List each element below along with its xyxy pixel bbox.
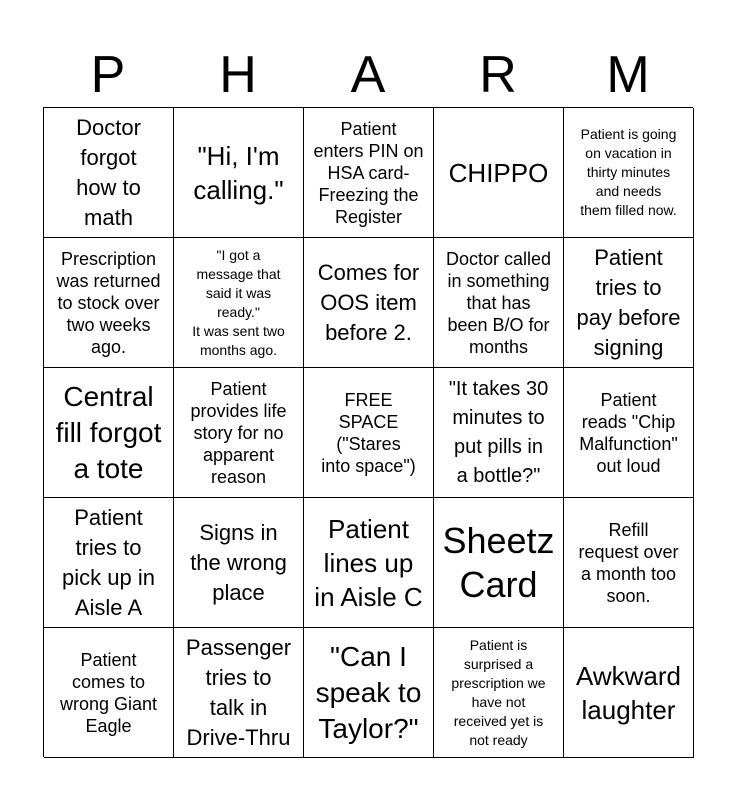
cell-text: "Can I speak to Taylor?" [315,640,422,744]
bingo-cell[interactable] [304,628,434,758]
bingo-cell[interactable] [564,368,694,498]
bingo-cell[interactable] [44,238,174,368]
cell-text: Doctor forgot how to math [76,114,141,230]
bingo-cell[interactable] [44,498,174,628]
bingo-cell[interactable] [434,238,564,368]
bingo-cell[interactable] [44,368,174,498]
header-letter-a: A [350,46,386,104]
bingo-cell[interactable] [304,238,434,368]
bingo-cell[interactable] [44,108,174,238]
cell-text: Central fill forgot a tote [55,380,162,484]
header-letter-m: M [606,46,650,104]
cell-text: Sheetz Card [442,519,555,605]
bingo-cell[interactable] [434,498,564,628]
header-letter-r: R [479,46,517,104]
bingo-header [43,44,693,106]
bingo-cell[interactable] [304,498,434,628]
cell-text: Patient enters PIN on HSA card- Freezing the Register [313,118,424,227]
cell-text: CHIPPO [448,157,549,188]
bingo-cell[interactable] [174,108,304,238]
cell-text: Doctor called in something that has been B/O for months [445,248,552,357]
cell-text: Patient tries to pay before signing [576,244,681,360]
bingo-cell[interactable] [564,628,694,758]
bingo-cell[interactable] [434,108,564,238]
bingo-cell[interactable] [564,108,694,238]
header-letter-p: P [90,46,126,104]
cell-text: Refill request over a month too soon. [578,519,679,606]
cell-text: Patient is surprised a prescription we have not received yet is not ready [451,636,546,748]
cell-text: Patient reads "Chip Malfunction" out loud [579,389,678,476]
header-letter-h: H [219,46,257,104]
bingo-cell[interactable] [174,368,304,498]
cell-text: Patient lines up in Aisle C [314,513,423,612]
cell-text: Awkward laughter [575,660,681,725]
cell-text: "I got a message that said it was ready." It was sent two months ago. [192,246,285,358]
free-space-cell[interactable] [304,368,434,498]
cell-text: "Hi, I'm calling." [193,140,284,205]
cell-text: Patient is going on vacation in thirty minutes and needs them filled now. [580,126,677,218]
cell-text: Comes for OOS item before 2. [317,259,420,345]
bingo-cell[interactable] [174,628,304,758]
bingo-cell[interactable] [174,498,304,628]
bingo-cell[interactable] [44,628,174,758]
cell-text: Passenger tries to talk in Drive-Thru [185,634,292,750]
bingo-cell[interactable] [564,238,694,368]
bingo-cell[interactable] [304,108,434,238]
cell-text: Patient comes to wrong Giant Eagle [59,649,158,736]
cell-text: FREE SPACE ("Stares into space") [321,389,416,476]
bingo-cell[interactable] [564,498,694,628]
cell-text: Prescription was returned to stock over two weeks ago. [56,248,161,357]
bingo-cell[interactable] [434,628,564,758]
cell-text: Signs in the wrong place [190,519,287,605]
bingo-cell[interactable] [434,368,564,498]
bingo-grid [43,107,693,757]
cell-text: "It takes 30 minutes to put pills in a bottle?" [448,377,549,487]
bingo-cell[interactable] [174,238,304,368]
cell-text: Patient tries to pick up in Aisle A [62,504,155,620]
cell-text: Patient provides life story for no apparent reason [190,378,287,487]
